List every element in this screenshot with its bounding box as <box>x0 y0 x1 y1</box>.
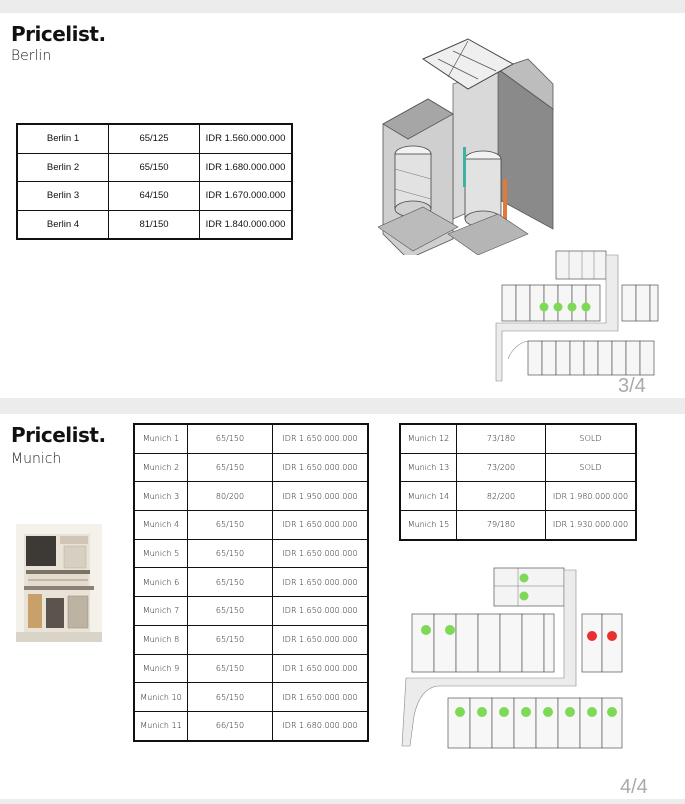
size-cell: 66/150 <box>188 711 273 740</box>
table-row <box>134 625 368 654</box>
page-number: 3/4 <box>618 375 646 397</box>
price-cell: IDR 1.840.000.000 <box>200 210 293 239</box>
page-subtitle: Berlin <box>11 48 52 64</box>
price-cell: IDR 1.650.000.000 <box>273 683 369 712</box>
size-cell: 79/180 <box>457 511 546 540</box>
size-cell: 73/180 <box>457 424 546 453</box>
table-row <box>400 511 636 540</box>
munich-price-table-left <box>133 423 369 742</box>
price-cell: IDR 1.930.000.000 <box>546 511 637 540</box>
unit-cell: Berlin 2 <box>17 153 109 182</box>
unit-cell: Munich 4 <box>134 511 188 540</box>
size-cell: 65/125 <box>109 124 200 153</box>
price-cell: IDR 1.650.000.000 <box>273 424 369 453</box>
table-row <box>134 453 368 482</box>
size-cell: 65/150 <box>188 654 273 683</box>
unit-cell: Munich 7 <box>134 597 188 626</box>
unit-cell: Berlin 4 <box>17 210 109 239</box>
unit-cell: Berlin 3 <box>17 182 109 211</box>
munich-facade-photo <box>16 524 102 642</box>
page-title: Pricelist. <box>11 22 106 46</box>
price-cell: IDR 1.650.000.000 <box>273 539 369 568</box>
unit-cell: Munich 13 <box>400 453 457 482</box>
size-cell: 65/150 <box>188 511 273 540</box>
price-cell: IDR 1.650.000.000 <box>273 654 369 683</box>
unit-cell: Munich 5 <box>134 539 188 568</box>
page-title: Pricelist. <box>11 423 106 447</box>
unit-cell: Munich 2 <box>134 453 188 482</box>
size-cell: 65/150 <box>188 453 273 482</box>
unit-cell: Munich 12 <box>400 424 457 453</box>
price-cell: IDR 1.650.000.000 <box>273 511 369 540</box>
price-cell: IDR 1.650.000.000 <box>273 453 369 482</box>
unit-cell: Munich 8 <box>134 625 188 654</box>
price-cell: SOLD <box>546 453 637 482</box>
slide-berlin <box>0 13 685 398</box>
size-cell: 65/150 <box>188 539 273 568</box>
price-cell: SOLD <box>546 424 637 453</box>
size-cell: 65/150 <box>109 153 200 182</box>
unit-cell: Munich 3 <box>134 482 188 511</box>
price-cell: IDR 1.650.000.000 <box>273 625 369 654</box>
size-cell: 65/150 <box>188 683 273 712</box>
table-row <box>134 711 368 740</box>
page-number: 4/4 <box>620 776 648 798</box>
size-cell: 80/200 <box>188 482 273 511</box>
size-cell: 73/200 <box>457 453 546 482</box>
table-row <box>134 597 368 626</box>
price-cell: IDR 1.650.000.000 <box>273 597 369 626</box>
munich-siteplan-illustration <box>398 566 630 756</box>
unit-cell: Berlin 1 <box>17 124 109 153</box>
berlin-siteplan-illustration <box>494 249 660 383</box>
size-cell: 81/150 <box>109 210 200 239</box>
table-row <box>17 182 292 211</box>
table-row <box>400 453 636 482</box>
berlin-axonometric-illustration <box>378 29 574 255</box>
table-row <box>134 568 368 597</box>
size-cell: 82/200 <box>457 482 546 511</box>
price-cell: IDR 1.650.000.000 <box>273 568 369 597</box>
unit-cell: Munich 1 <box>134 424 188 453</box>
price-cell: IDR 1.680.000.000 <box>273 711 369 740</box>
slide-munich <box>0 414 685 799</box>
size-cell: 65/150 <box>188 597 273 626</box>
table-row <box>134 654 368 683</box>
table-row <box>400 482 636 511</box>
unit-cell: Munich 15 <box>400 511 457 540</box>
price-cell: IDR 1.980.000.000 <box>546 482 637 511</box>
unit-cell: Munich 11 <box>134 711 188 740</box>
berlin-price-table <box>16 123 293 240</box>
table-row <box>134 511 368 540</box>
size-cell: 65/150 <box>188 625 273 654</box>
price-cell: IDR 1.950.000.000 <box>273 482 369 511</box>
unit-cell: Munich 9 <box>134 654 188 683</box>
munich-price-table-right <box>399 423 637 541</box>
page-subtitle: Munich <box>11 451 62 467</box>
unit-cell: Munich 6 <box>134 568 188 597</box>
size-cell: 65/150 <box>188 568 273 597</box>
table-row <box>400 424 636 453</box>
unit-cell: Munich 14 <box>400 482 457 511</box>
size-cell: 65/150 <box>188 424 273 453</box>
table-row <box>134 683 368 712</box>
table-row <box>134 482 368 511</box>
table-row <box>134 539 368 568</box>
table-row <box>17 210 292 239</box>
table-row <box>17 153 292 182</box>
price-cell: IDR 1.560.000.000 <box>200 124 293 153</box>
unit-cell: Munich 10 <box>134 683 188 712</box>
price-cell: IDR 1.670.000.000 <box>200 182 293 211</box>
price-cell: IDR 1.680.000.000 <box>200 153 293 182</box>
size-cell: 64/150 <box>109 182 200 211</box>
table-row <box>134 424 368 453</box>
table-row <box>17 124 292 153</box>
